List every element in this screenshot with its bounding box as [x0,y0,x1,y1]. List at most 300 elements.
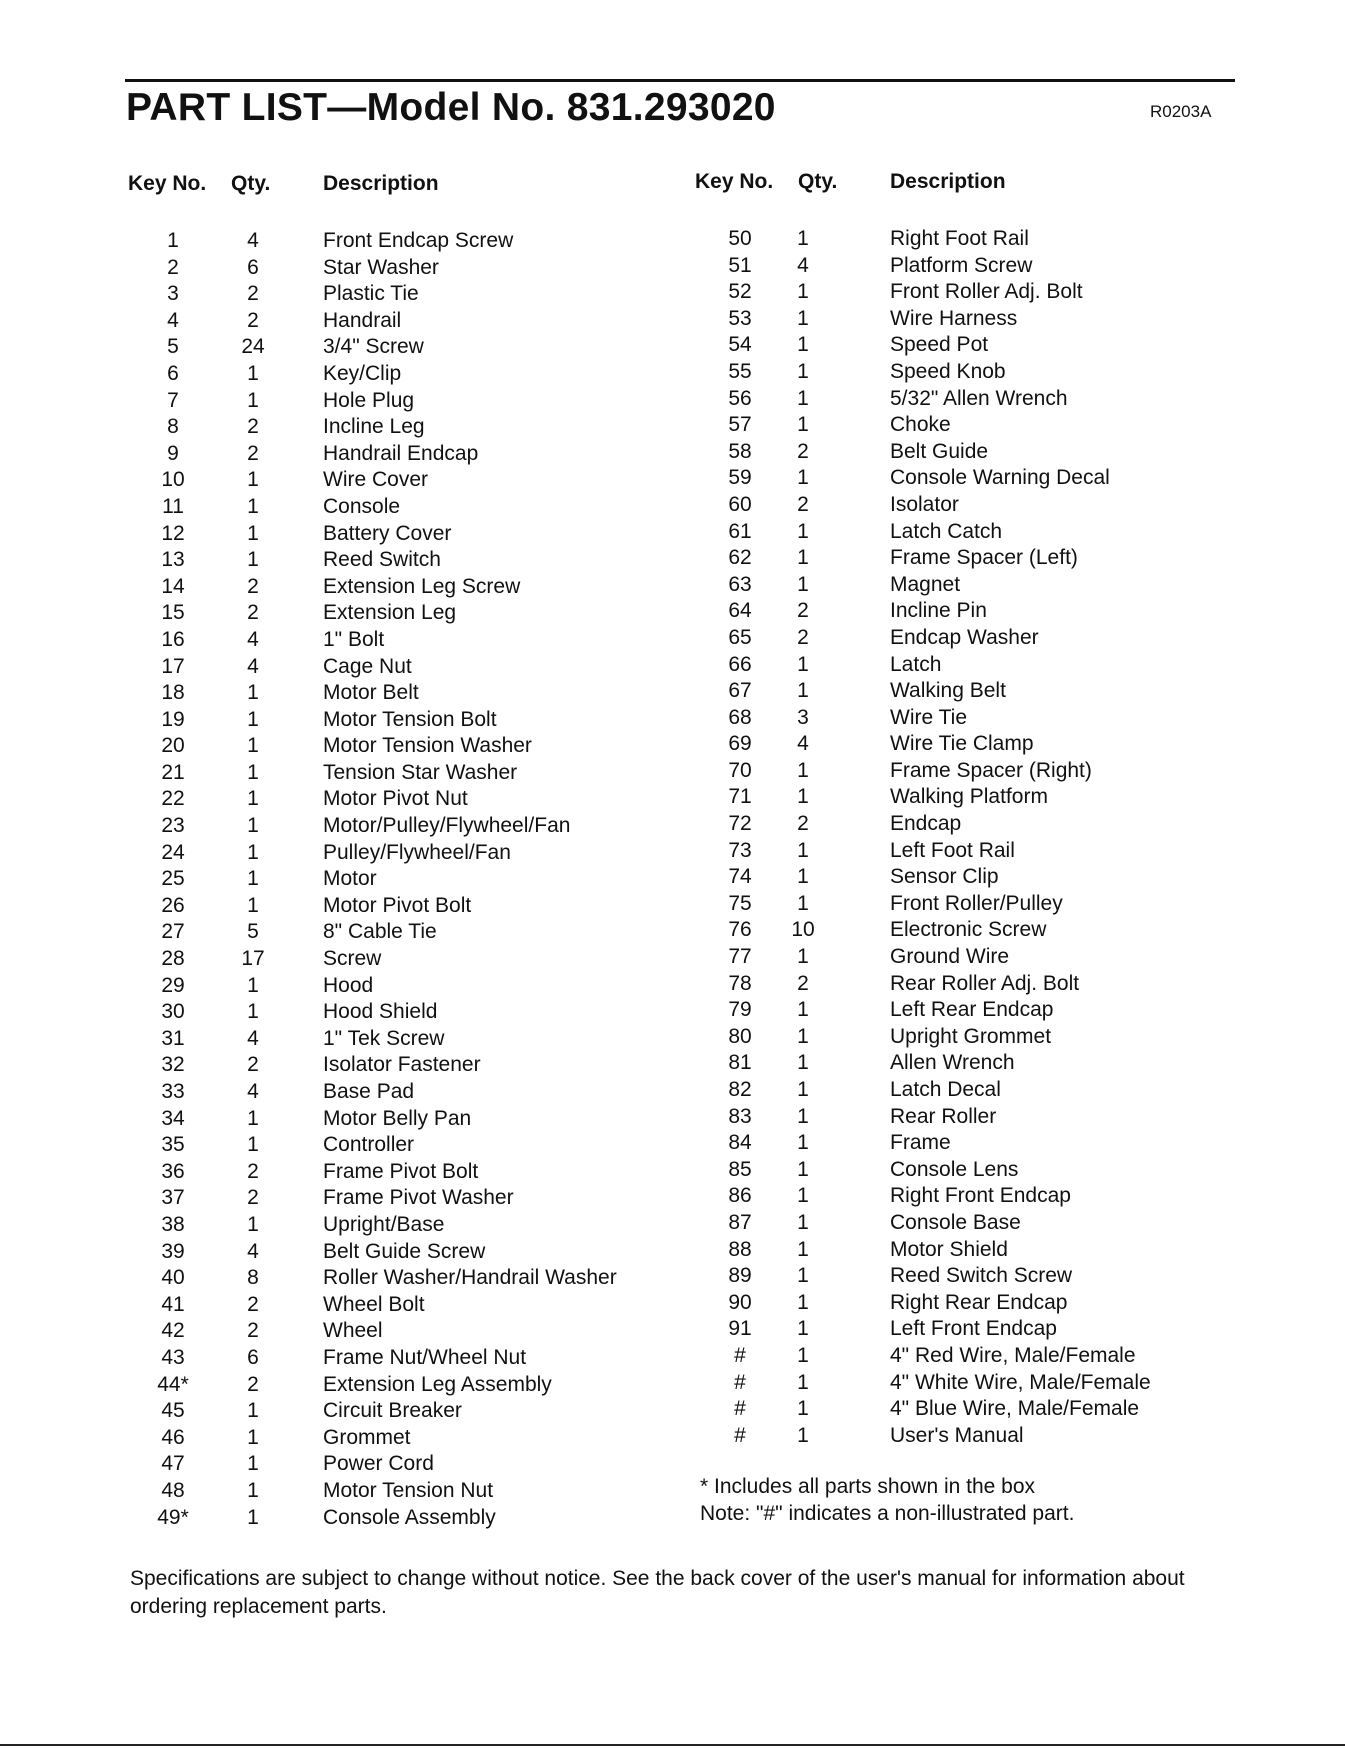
part-row [710,1183,1180,1210]
quantity: 4 [247,1026,259,1050]
part-description: Rear Roller Adj. Bolt [890,971,1080,995]
quantity: 1 [797,1024,809,1048]
part-row [143,1106,703,1133]
part-row [143,334,703,361]
part-row [143,361,703,388]
title-rule [125,79,1235,82]
quantity: 1 [247,1425,259,1449]
quantity: 1 [247,1505,259,1529]
part-description: 1" Tek Screw [323,1026,445,1050]
part-description: Motor Pivot Nut [323,787,468,811]
part-row [143,866,703,893]
quantity: 3 [797,705,809,729]
key-number: # [734,1343,746,1367]
part-row [710,1130,1180,1157]
key-number: 84 [728,1131,752,1155]
quantity: 1 [247,494,259,518]
part-description: Console Assembly [323,1505,496,1529]
part-row [143,308,703,335]
part-description: Wire Harness [890,306,1018,330]
quantity: 4 [247,229,259,252]
quantity: 1 [797,546,809,570]
part-description: Incline Leg [323,415,425,439]
part-row [710,758,1180,785]
part-description: Battery Cover [323,521,452,545]
key-number: 29 [161,973,185,997]
document-code: R0203A [1150,102,1212,121]
part-description: Circuit Breaker [323,1399,462,1423]
key-number: 59 [728,466,752,490]
quantity: 1 [247,361,259,385]
quantity: 4 [797,732,809,756]
part-row [710,1343,1180,1370]
key-number: 33 [161,1080,185,1103]
part-description: 3/4" Screw [323,335,424,359]
part-row [143,1505,703,1532]
quantity: 17 [241,947,265,971]
part-row [143,1212,703,1239]
part-description: 8" Cable Tie [323,920,437,944]
key-number: 15 [161,601,185,625]
part-row [710,439,1180,466]
quantity: 1 [797,1370,809,1394]
part-row [143,680,703,707]
part-row [143,441,703,468]
quantity: 2 [247,574,259,598]
key-number: 58 [728,439,752,463]
part-row [143,919,703,946]
part-description: Plastic Tie [323,282,419,306]
part-description: Latch Decal [890,1078,1001,1101]
quantity: 1 [797,1131,809,1155]
key-number: 36 [161,1159,185,1183]
part-row [143,654,703,681]
key-number: 67 [728,679,752,703]
quantity: 2 [797,492,809,516]
key-number: 85 [728,1157,752,1181]
part-description: Controller [323,1133,415,1157]
part-description: Endcap Washer [890,625,1039,649]
quantity: 1 [247,388,259,412]
key-number: 80 [728,1024,752,1048]
key-number: 64 [728,599,752,623]
quantity: 1 [247,840,259,864]
part-description: Right Foot Rail [890,227,1029,250]
part-description: Walking Platform [890,785,1048,809]
quantity: 1 [797,679,809,703]
key-number: 76 [728,918,752,942]
part-row [710,811,1180,838]
part-description: Latch Catch [890,519,1003,543]
part-row [710,1024,1180,1051]
quantity: 2 [797,439,809,463]
part-row [143,388,703,415]
quantity: 4 [247,1239,259,1263]
part-row [710,1237,1180,1264]
part-row [143,840,703,867]
part-row [143,255,703,282]
key-number: 43 [161,1345,185,1369]
key-number: 47 [161,1452,185,1476]
part-description: Power Cord [323,1452,434,1476]
part-description: 4" White Wire, Male/Female [890,1370,1151,1394]
key-number: 55 [728,359,752,383]
key-number: 75 [728,891,752,915]
key-number: 57 [728,413,752,437]
key-number: 39 [161,1239,185,1263]
part-description: Motor Shield [890,1237,1008,1261]
part-row [710,652,1180,679]
key-number: 16 [161,627,185,651]
part-row [710,332,1180,359]
part-row [143,733,703,760]
part-description: Screw [323,947,382,971]
part-row [143,1026,703,1053]
left-key-header: Key No. [128,172,207,195]
quantity: 1 [797,306,809,330]
part-description: Ground Wire [890,945,1010,969]
part-description: Tension Star Washer [323,760,518,784]
key-number: 30 [161,1000,185,1024]
quantity: 1 [247,548,259,572]
quantity: 2 [247,1292,259,1316]
part-description: 4" Blue Wire, Male/Female [890,1397,1140,1421]
quantity: 1 [797,652,809,676]
part-row [710,971,1180,998]
bottom-rule [0,1744,1345,1746]
part-row [710,784,1180,811]
part-row [710,1423,1180,1450]
part-description: Upright Grommet [890,1024,1052,1048]
part-row [143,1398,703,1425]
part-description: Frame Pivot Bolt [323,1159,479,1183]
part-description: Roller Washer/Handrail Washer [323,1266,617,1290]
right-qty-header: Qty. [798,170,838,193]
key-number: # [734,1397,746,1421]
key-number: 26 [161,893,185,917]
part-row [710,1370,1180,1397]
quantity: 1 [797,865,809,889]
key-number: 11 [162,494,184,518]
part-row [710,838,1180,865]
key-number: 45 [161,1399,185,1423]
part-row [143,893,703,920]
part-description: Motor/Pulley/Flywheel/Fan [323,814,571,838]
quantity: 1 [797,386,809,410]
key-number: 73 [728,838,752,862]
key-number: 2 [167,255,179,279]
left-description-header: Description [323,172,439,195]
key-number: 44* [157,1372,189,1396]
key-number: 88 [728,1237,752,1261]
quantity: 1 [797,838,809,862]
quantity: 2 [247,1159,259,1183]
key-number: 12 [161,521,185,545]
quantity: 2 [797,971,809,995]
part-description: Hood Shield [323,1000,438,1024]
part-row [143,1079,703,1106]
part-description: 5/32" Allen Wrench [890,386,1068,410]
key-number: 9 [167,441,179,465]
key-number: 66 [728,652,752,676]
part-description: Extension Leg Assembly [323,1372,552,1396]
key-number: 6 [167,361,179,385]
part-description: Motor Tension Washer [323,734,532,758]
part-description: Belt Guide Screw [323,1239,486,1263]
part-row [143,281,703,308]
part-row [143,1345,703,1372]
left-qty-header: Qty. [231,172,271,195]
part-row [143,1478,703,1505]
part-row [143,228,703,255]
key-number: 61 [728,519,752,543]
part-description: Frame [890,1131,951,1155]
part-row [143,1159,703,1186]
key-number: 89 [728,1264,752,1288]
part-row [710,465,1180,492]
quantity: 1 [797,572,809,596]
part-description: Frame Pivot Washer [323,1186,514,1210]
part-row [143,1425,703,1452]
part-description: Speed Pot [890,333,989,357]
part-description: Console Lens [890,1157,1019,1181]
quantity: 1 [797,280,809,304]
quantity: 2 [247,1372,259,1396]
part-row [143,1185,703,1212]
left-parts-table [143,228,703,1531]
quantity: 1 [247,867,259,891]
key-number: 86 [728,1184,752,1208]
part-description: Motor Belly Pan [323,1106,472,1130]
quantity: 2 [797,812,809,836]
part-row [710,279,1180,306]
key-number: 71 [728,785,752,809]
part-description: Front Endcap Screw [323,229,514,252]
quantity: 1 [247,707,259,731]
part-description: Hole Plug [323,388,415,412]
right-parts-table [710,226,1180,1449]
key-number: 77 [728,945,752,969]
key-number: 23 [161,814,185,838]
quantity: 1 [797,998,809,1022]
quantity: 1 [797,1210,809,1234]
part-row [710,1263,1180,1290]
part-row [710,1210,1180,1237]
quantity: 1 [797,1237,809,1261]
part-row [710,1157,1180,1184]
part-description: Cage Nut [323,654,412,678]
part-description: Console [323,494,401,518]
key-number: 22 [161,787,185,811]
key-number: 34 [161,1106,185,1130]
part-row [710,253,1180,280]
key-number: # [734,1370,746,1394]
part-row [710,359,1180,386]
part-row [710,492,1180,519]
part-row [710,545,1180,572]
part-description: Wheel Bolt [323,1292,425,1316]
part-row [710,625,1180,652]
part-description: Extension Leg [323,601,457,625]
part-row [710,226,1180,253]
quantity: 2 [247,1053,259,1077]
part-description: Upright/Base [323,1212,445,1236]
part-row [710,572,1180,599]
part-row [143,1052,703,1079]
key-number: 3 [167,282,179,306]
part-description: Walking Belt [890,679,1006,703]
part-description: Left Foot Rail [890,838,1015,862]
key-number: 28 [161,947,185,971]
part-row [710,1077,1180,1104]
right-description-header: Description [890,170,1006,193]
key-number: 69 [728,732,752,756]
part-description: Handrail [323,308,402,332]
quantity: 1 [797,945,809,969]
part-row [710,1290,1180,1317]
part-row [143,1372,703,1399]
part-description: Motor [323,867,377,891]
quantity: 2 [247,601,259,625]
part-description: Motor Belt [323,681,419,705]
part-description: Isolator Fastener [323,1053,481,1077]
key-number: 24 [161,840,185,864]
key-number: 20 [161,734,185,758]
quantity: 1 [247,760,259,784]
key-number: 60 [728,492,752,516]
part-description: Reed Switch [323,548,441,572]
quantity: 2 [247,1186,259,1210]
quantity: 2 [247,415,259,439]
key-number: 21 [161,760,185,784]
part-row [710,864,1180,891]
part-description: Star Washer [323,255,439,279]
quantity: 1 [797,1423,809,1447]
part-description: Magnet [890,572,961,596]
key-number: 74 [728,865,752,889]
key-number: 78 [728,971,752,995]
part-row [710,412,1180,439]
quantity: 1 [797,1343,809,1367]
part-description: Key/Clip [323,361,402,385]
part-row [710,1050,1180,1077]
key-number: 17 [161,654,185,678]
quantity: 1 [797,758,809,782]
quantity: 1 [797,413,809,437]
footer-text: Specifications are subject to change without notice. See the back cover of the user's manual for information about ordering replacement parts. [130,1567,1185,1618]
part-description: Right Rear Endcap [890,1290,1068,1314]
quantity: 1 [247,1133,259,1157]
part-description: Latch [890,652,942,676]
quantity: 1 [797,1051,809,1075]
key-number: 56 [728,386,752,410]
part-description: Motor Tension Nut [323,1478,494,1502]
key-number: 14 [161,574,185,598]
quantity: 1 [797,1317,809,1341]
key-number: 10 [161,468,185,492]
part-description: Front Roller/Pulley [890,891,1063,915]
part-description: Wire Tie [890,705,968,729]
key-number: 8 [167,415,179,439]
part-row [710,386,1180,413]
key-number: 50 [728,227,752,250]
key-number: 41 [161,1292,185,1316]
key-number: 82 [728,1078,752,1101]
quantity: 1 [797,891,809,915]
part-description: Console Warning Decal [890,466,1110,490]
part-description: Pulley/Flywheel/Fan [323,840,511,864]
quantity: 2 [247,282,259,306]
key-number: 27 [161,920,185,944]
part-description: Console Base [890,1210,1021,1234]
part-row [143,999,703,1026]
part-row [710,997,1180,1024]
key-number: 46 [161,1425,185,1449]
quantity: 10 [791,918,815,942]
part-description: User's Manual [890,1423,1024,1447]
quantity: 1 [797,785,809,809]
part-row [143,414,703,441]
quantity: 6 [247,1345,259,1369]
part-description: Handrail Endcap [323,441,479,465]
quantity: 1 [797,1264,809,1288]
key-number: 91 [728,1317,752,1341]
part-description: Rear Roller [890,1104,997,1128]
part-row [710,917,1180,944]
key-number: 42 [161,1319,185,1343]
part-row [143,600,703,627]
quantity: 1 [247,1399,259,1423]
part-row [143,813,703,840]
key-number: 37 [161,1186,185,1210]
quantity: 2 [797,625,809,649]
part-row [710,519,1180,546]
key-number: 49* [157,1505,189,1529]
quantity: 2 [247,1319,259,1343]
page-title: PART LIST—Model No. 831.293020 [126,86,776,129]
key-number: 13 [161,548,185,572]
quantity: 1 [247,1000,259,1024]
quantity: 1 [797,1104,809,1128]
quantity: 1 [247,1452,259,1476]
part-description: Wire Cover [323,468,429,492]
key-number: 90 [728,1290,752,1314]
part-row [143,707,703,734]
quantity: 1 [797,1078,809,1101]
part-description: Right Front Endcap [890,1184,1071,1208]
key-number: 83 [728,1104,752,1128]
quantity: 1 [797,1397,809,1421]
quantity: 1 [247,468,259,492]
part-row [143,547,703,574]
key-number: 4 [167,308,179,332]
key-number: 62 [728,546,752,570]
part-row [710,944,1180,971]
key-number: 32 [161,1053,185,1077]
part-description: 1" Bolt [323,627,385,651]
part-description: Frame Spacer (Left) [890,546,1078,570]
key-number: 7 [167,388,179,412]
quantity: 1 [247,681,259,705]
part-description: Choke [890,413,951,437]
part-description: Left Front Endcap [890,1317,1057,1341]
part-row [143,1451,703,1478]
quantity: 1 [247,521,259,545]
part-row [143,973,703,1000]
key-number: 81 [728,1051,752,1075]
part-description: Base Pad [323,1080,415,1103]
key-number: 79 [728,998,752,1022]
